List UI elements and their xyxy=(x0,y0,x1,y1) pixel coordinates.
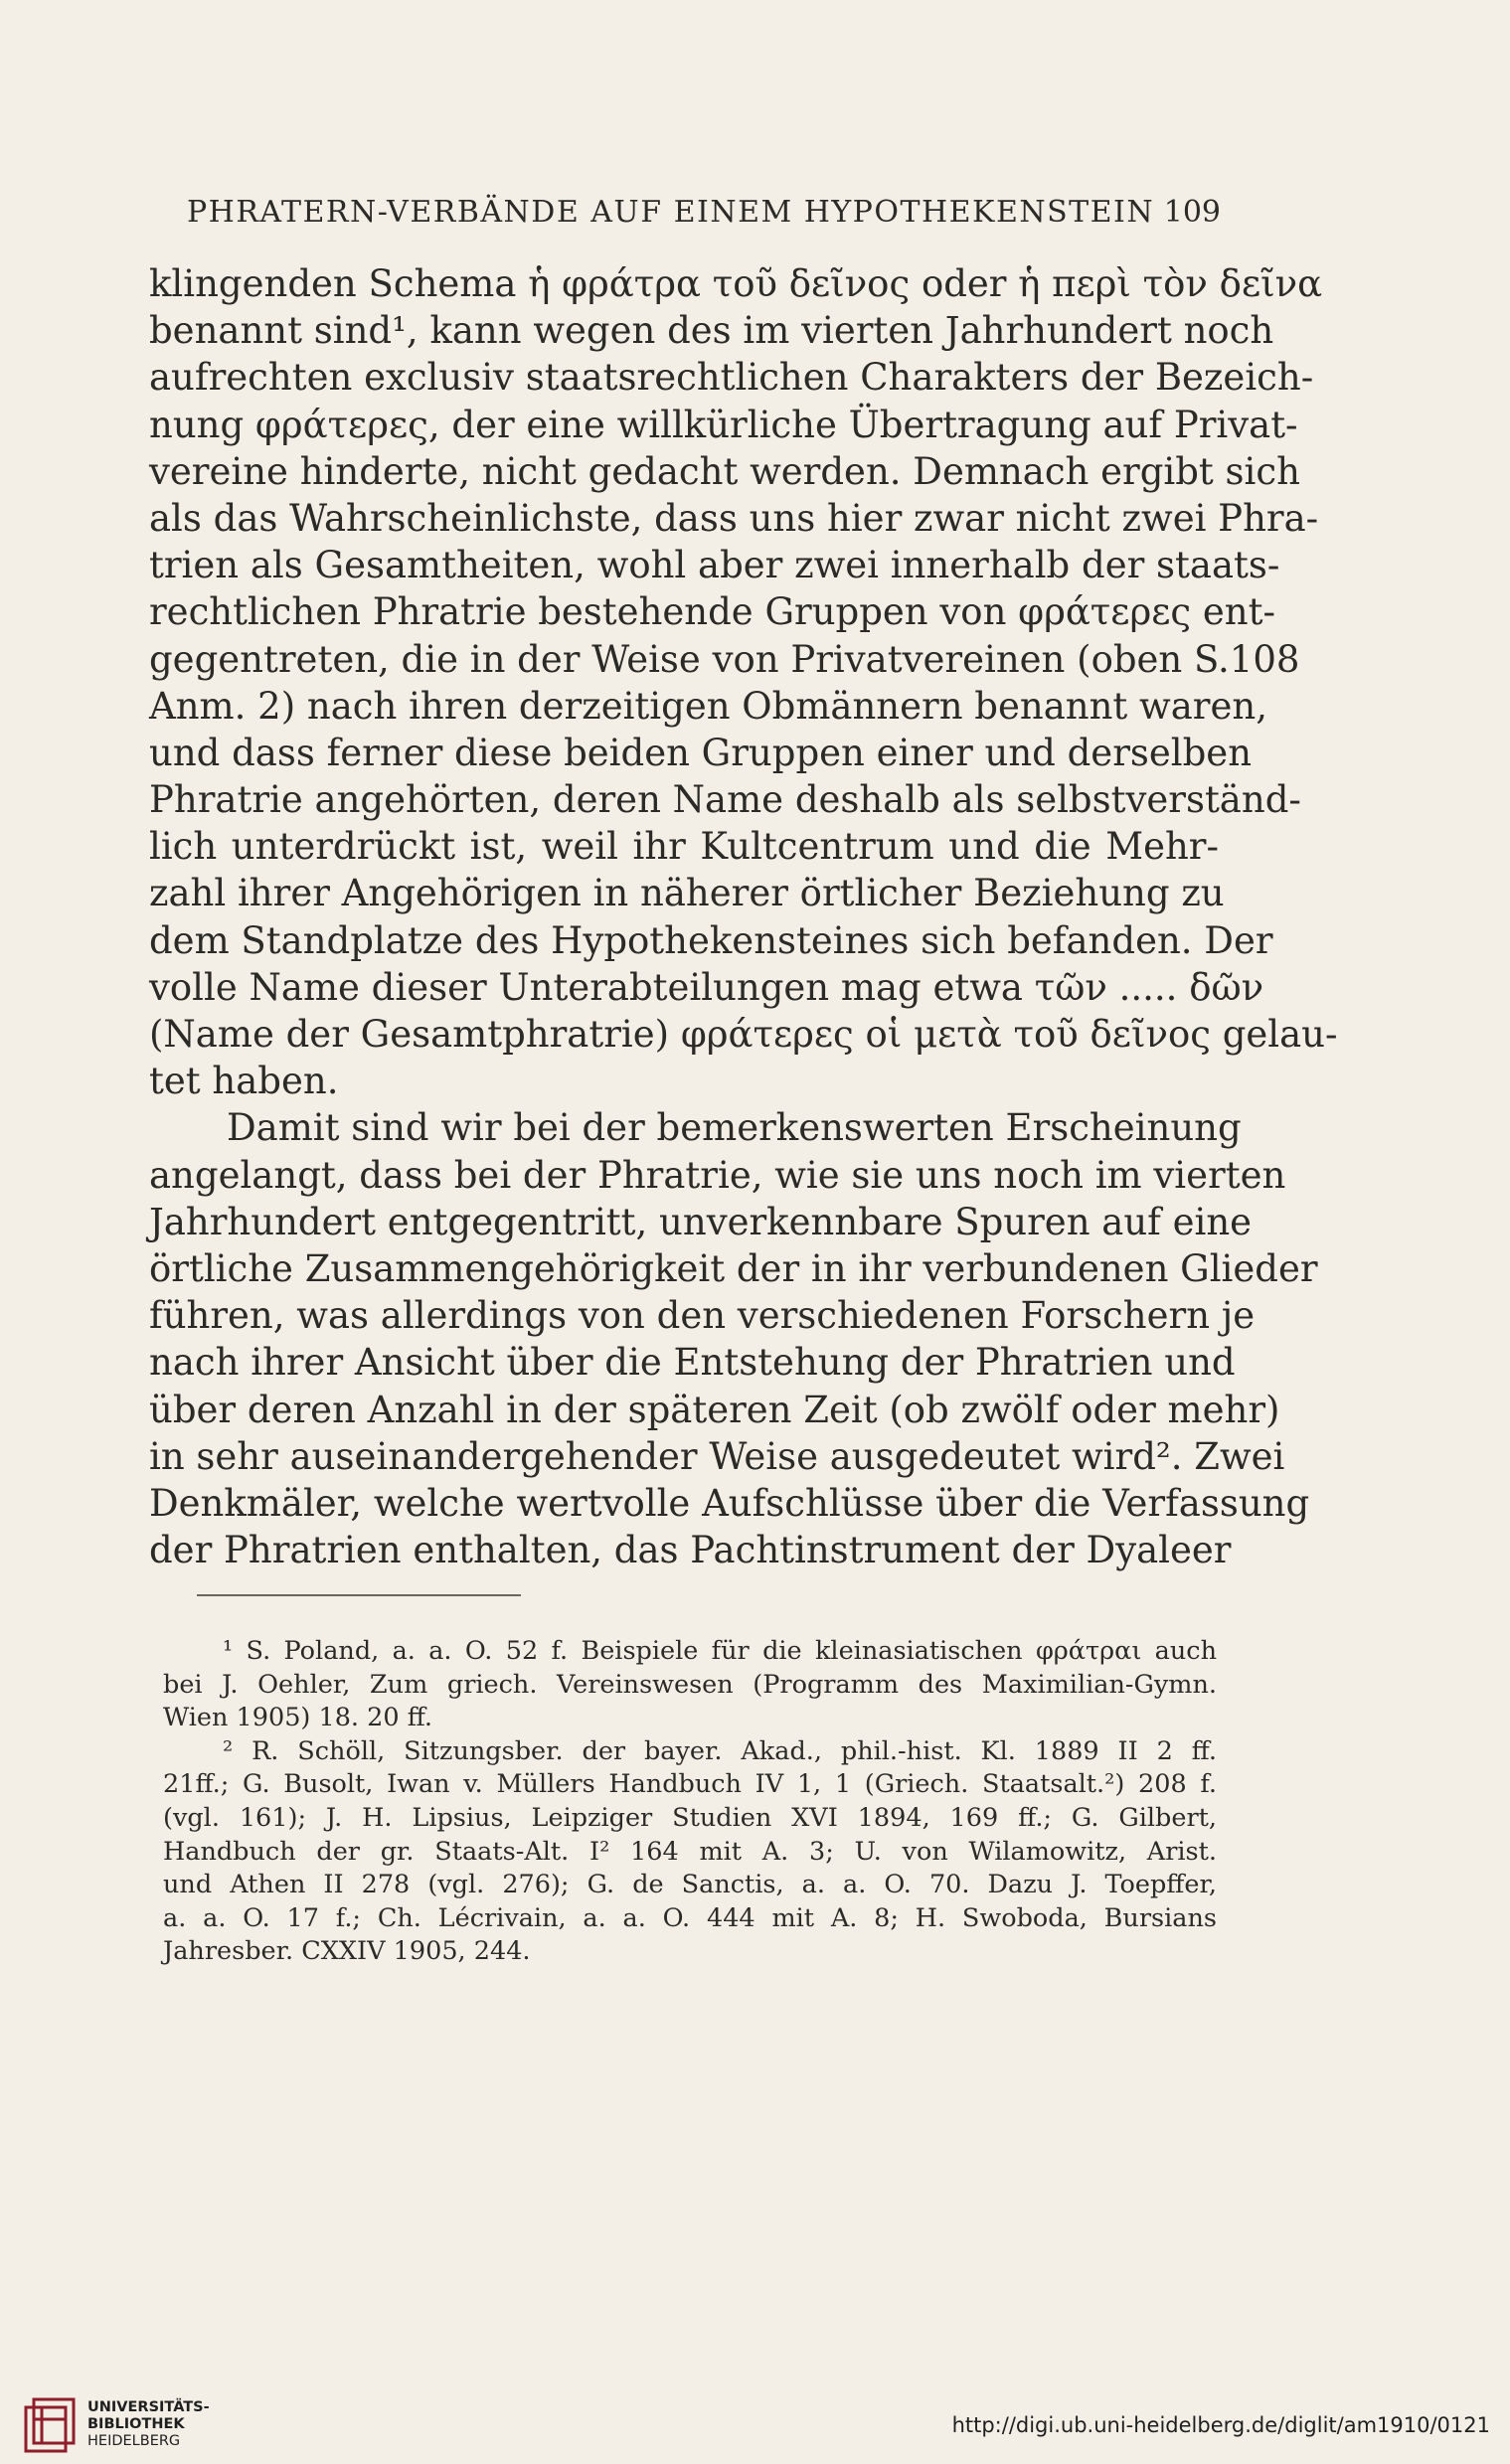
body-line: Anm. 2) nach ihren derzeitigen Obmännern benannt waren, xyxy=(149,684,1267,728)
body-line: der Phratrien enthalten, das Pachtinstrument der Dyaleer xyxy=(149,1529,1232,1572)
body-line: aufrechten exclusiv staatsrechtlichen Charakters der Bezeich- xyxy=(149,356,1314,400)
logo-line: UNIVERSITÄTS- xyxy=(87,2399,210,2415)
body-line: Phratrie angehörten, deren Name deshalb als selbstverständ- xyxy=(149,778,1301,822)
footnote-divider xyxy=(197,1594,521,1596)
footnote-line: Handbuch der gr. Staats-Alt. I² 164 mit A. 3; U. von Wilamowitz, Arist. xyxy=(163,1836,1217,1867)
body-line: Jahrhundert entgegentritt, unverkennbare Spuren auf eine xyxy=(149,1200,1253,1243)
body-text xyxy=(149,260,1338,1573)
footnote-line: und Athen II 278 (vgl. 276); G. de Sanctis, a. a. O. 70. Dazu J. Toepffer, xyxy=(163,1870,1217,1900)
body-line: vereine hinderte, nicht gedacht werden. Demnach ergibt sich xyxy=(149,449,1300,493)
body-line: (Name der Gesamtphratrie) φράτερες οἱ μετὰ τοῦ δεῖνος gelau- xyxy=(149,1013,1338,1056)
footnote-line: bei J. Oehler, Zum griech. Vereinswesen (Programm des Maximilian-Gymn. xyxy=(163,1669,1217,1700)
body-line: trien als Gesamtheiten, wohl aber zwei innerhalb der staats- xyxy=(149,544,1280,587)
body-line: in sehr auseinandergehender Weise ausgedeutet wird². Zwei xyxy=(149,1434,1285,1478)
body-line: tet haben. xyxy=(149,1060,339,1103)
logo-line: BIBLIOTHEK xyxy=(87,2416,185,2432)
body-line: nach ihrer Ansicht über die Entstehung der Phratrien und xyxy=(149,1341,1236,1385)
body-line: dem Standplatze des Hypothekensteines sich befanden. Der xyxy=(149,918,1273,962)
body-line: Denkmäler, welche wertvolle Aufschlüsse über die Verfassung xyxy=(149,1481,1310,1525)
body-line: gegentreten, die in der Weise von Privatvereinen (oben S.108 xyxy=(149,637,1300,681)
footnote-line: ¹ S. Poland, a. a. O. 52 f. Beispiele für die kleinasiatischen φράτραι auch xyxy=(223,1636,1217,1666)
body-line: rechtlichen Phratrie bestehende Gruppen von φράτερες ent- xyxy=(149,590,1275,634)
body-line: volle Name dieser Unterabteilungen mag etwa τῶν ..... δῶν xyxy=(149,965,1264,1009)
logo-line: HEIDELBERG xyxy=(87,2433,181,2449)
body-line: örtliche Zusammengehörigkeit der in ihr verbundenen Glieder xyxy=(149,1246,1318,1290)
footnotes xyxy=(163,1635,1217,1969)
body-line: zahl ihrer Angehörigen in näherer örtlicher Beziehung zu xyxy=(149,872,1225,915)
body-line: als das Wahrscheinlichste, dass uns hier zwar nicht zwei Phra- xyxy=(149,496,1319,540)
footnote-line: ² R. Schöll, Sitzungsber. der bayer. Akad., phil.-hist. Kl. 1889 II 2 ff. xyxy=(223,1735,1217,1766)
footnote-line: Wien 1905) 18. 20 ff. xyxy=(163,1703,433,1733)
body-line: angelangt, dass bei der Phratrie, wie sie uns noch im vierten xyxy=(149,1153,1286,1197)
library-logo-text xyxy=(87,2399,210,2450)
footnote-line: 21ff.; G. Busolt, Iwan v. Müllers Handbuch IV 1, 1 (Griech. Staatsalt.²) 208 f. xyxy=(163,1769,1217,1800)
footnote-line: (vgl. 161); J. H. Lipsius, Leipziger Studien XVI 1894, 169 ff.; G. Gilbert, xyxy=(163,1802,1217,1833)
page-number: 109 xyxy=(1163,195,1221,230)
running-head xyxy=(187,195,1221,231)
body-line: benannt sind¹, kann wegen des im vierten Jahrhundert noch xyxy=(149,309,1274,353)
body-line: klingenden Schema ἡ φράτρα τοῦ δεῖνος oder ἡ περὶ τὸν δεῖνα xyxy=(149,262,1323,305)
source-url-link[interactable]: http://digi.ub.uni-heidelberg.de/diglit/am1910/0121 xyxy=(951,2413,1490,2437)
body-line: lich unterdrückt ist, weil ihr Kultcentrum und die Mehr- xyxy=(149,825,1219,869)
body-line: über deren Anzahl in der späteren Zeit (ob zwölf oder mehr) xyxy=(149,1388,1280,1431)
footnote-line: Jahresber. CXXIV 1905, 244. xyxy=(163,1936,531,1967)
body-line: und dass ferner diese beiden Gruppen einer und derselben xyxy=(149,731,1253,774)
body-line: führen, was allerdings von den verschiedenen Forschern je xyxy=(149,1294,1256,1338)
running-head-title: PHRATERN-VERBÄNDE AUF EINEM HYPOTHEKENSTEIN xyxy=(187,195,1155,230)
body-line: nung φράτερες, der eine willkürliche Übertragung auf Privat- xyxy=(149,403,1298,446)
footnote-line: a. a. O. 17 f.; Ch. Lécrivain, a. a. O. 444 mit A. 8; H. Swoboda, Bursians xyxy=(163,1902,1217,1933)
body-line: Damit sind wir bei der bemerkenswerten Erscheinung xyxy=(227,1106,1242,1150)
